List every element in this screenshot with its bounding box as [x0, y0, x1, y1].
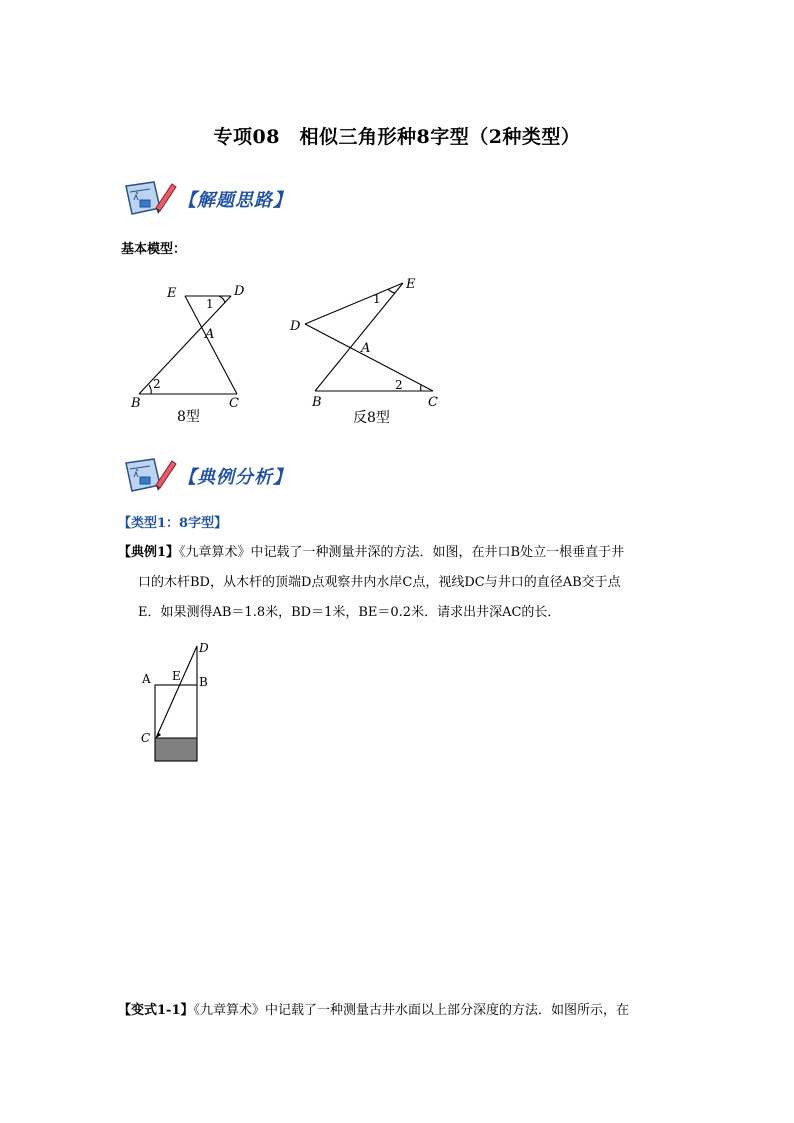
page-title: 专项08 相似三角形种8字型（2种类型） [213, 126, 581, 148]
figure-well [135, 638, 225, 768]
point-label: E [172, 669, 181, 683]
figure-reverse-8-type [285, 270, 455, 430]
section-header-examples [120, 455, 292, 497]
point-label: E [406, 277, 416, 292]
point-label: D [234, 284, 245, 299]
point-label: A [142, 672, 151, 686]
basic-model-label: 基本模型： [121, 242, 187, 257]
point-label: B [131, 396, 141, 411]
figure-8-type [125, 275, 265, 425]
angle-label: 1 [206, 297, 214, 311]
example1-line: E．如果测得AB＝1.8米，BD＝1米，BE＝0.2米．请求出井深AC的长． [138, 605, 561, 620]
section-header-thinking [120, 178, 292, 220]
angle-label: 2 [395, 378, 403, 392]
point-label: B [312, 395, 322, 410]
figure-caption: 反8型 [353, 410, 390, 426]
point-label: E [167, 286, 177, 301]
point-label: C [428, 395, 438, 410]
angle-label: 2 [153, 377, 161, 391]
point-label: D [290, 319, 301, 334]
type1-label: 【类型1：8字型】 [118, 516, 228, 531]
point-label: B [199, 675, 208, 689]
example1-line: 口的木杆BD，从木杆的顶端D点观察井内水岸C点，视线DC与井口的直径AB交于点 [138, 575, 621, 590]
point-label: A [205, 327, 215, 342]
figure-caption: 8型 [177, 409, 200, 425]
angle-label: 1 [373, 292, 381, 306]
example1-line: 《九章算术》中记载了一种测量井深的方法．如图，在井口B处立一根垂直于井 [179, 545, 625, 560]
section-label-examples: 【典例分析】 [178, 467, 292, 488]
pencil-note-icon [120, 178, 178, 220]
section-label-thinking: 【解题思路】 [178, 190, 292, 211]
variant1-line: 《九章算术》中记载了一种测量古井水面以上部分深度的方法．如图所示，在 [193, 1003, 630, 1018]
point-label: A [361, 341, 371, 356]
example1-prefix: 【典例1】 [118, 545, 180, 560]
pencil-note-icon [120, 455, 178, 497]
point-label: C [141, 731, 151, 745]
point-label: C [229, 396, 239, 411]
point-label: D [199, 641, 209, 655]
example1-text [118, 538, 688, 628]
variant1-text [118, 996, 688, 1026]
variant1-prefix: 【变式1-1】 [118, 1003, 194, 1018]
